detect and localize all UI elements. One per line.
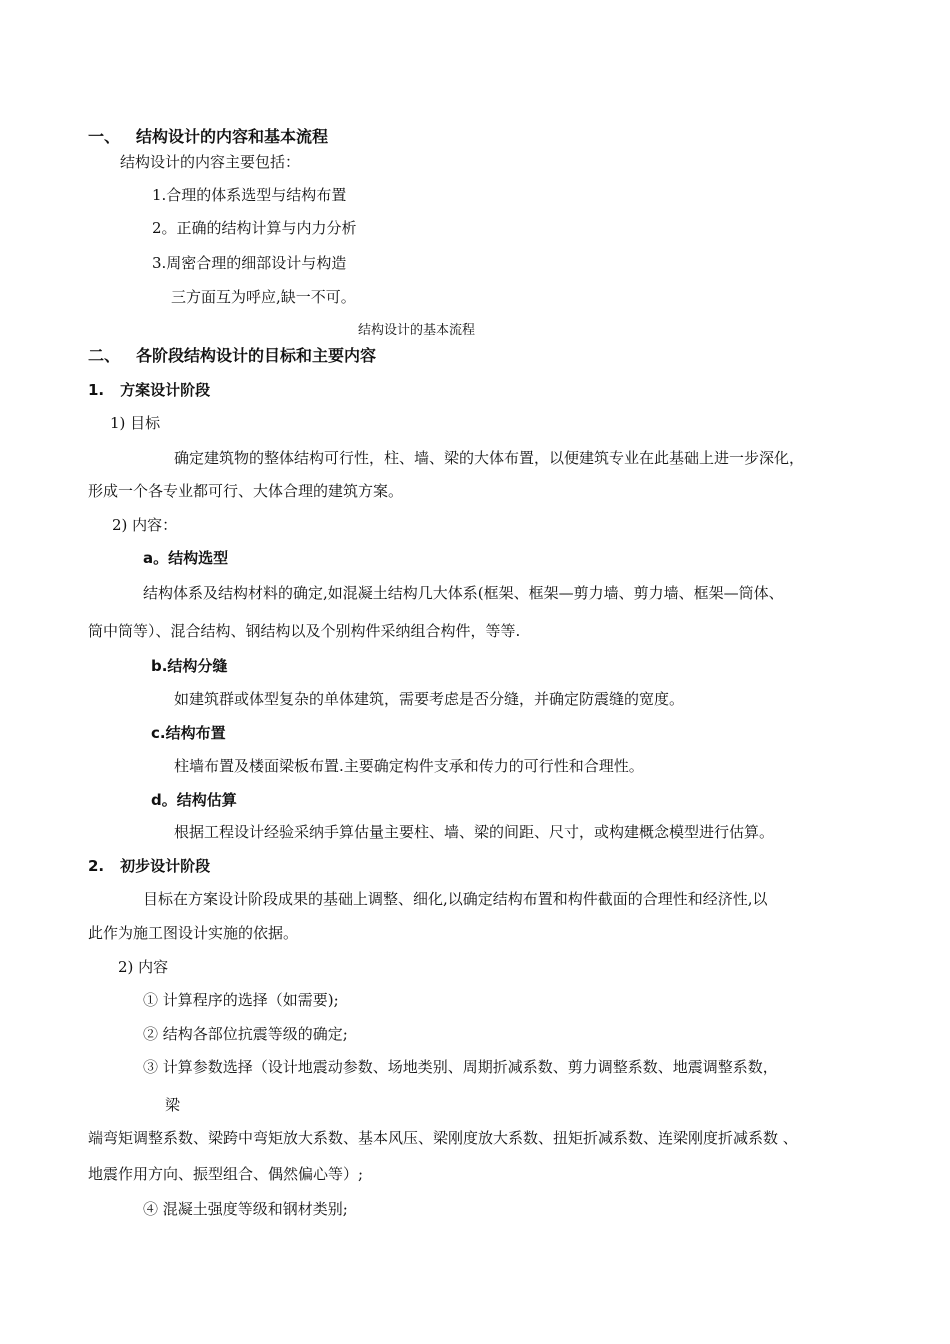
stage1-c-title: c.结构布置 — [151, 724, 226, 742]
section2-title: 各阶段结构设计的目标和主要内容 — [136, 346, 377, 365]
stage1-c-text: 柱墙布置及楼面梁板布置.主要确定构件支承和传力的可行性和合理性。 — [174, 757, 644, 775]
stage1-heading — [88, 380, 210, 400]
stage2-content-label: 2) 内容 — [118, 958, 169, 976]
stage2-item-1: ① 计算程序的选择（如需要); — [143, 991, 339, 1009]
stage1-d-text: 根据工程设计经验采纳手算估量主要柱、墙、梁的间距、尺寸，或构建概念模型进行估算。 — [174, 823, 775, 841]
stage2-goal-line1: 目标在方案设计阶段成果的基础上调整、细化,以确定结构布置和构件截面的合理性和经济性,以 — [143, 890, 768, 908]
flowchart-caption: 结构设计的基本流程 — [358, 323, 476, 338]
stage2-goal-line2: 此作为施工图设计实施的依据。 — [88, 924, 299, 942]
stage1-goal-line1: 确定建筑物的整体结构可行性，柱、墙、梁的大体布置，以便建筑专业在此基础上进一步深化， — [174, 449, 805, 467]
stage2-item-3-line1: ③ 计算参数选择（设计地震动参数、场地类别、周期折减系数、剪力调整系数、地震调整系数， — [143, 1058, 778, 1076]
section2-number: 二、 — [88, 346, 121, 365]
section1-number: 一、 — [88, 127, 121, 146]
stage1-a-line1: 结构体系及结构材料的确定,如混凝土结构几大体系(框架、框架—剪力墙、剪力墙、框架—筒体、 — [143, 584, 784, 602]
section2-heading — [88, 346, 376, 366]
section1-intro: 结构设计的内容主要包括： — [120, 153, 301, 171]
stage1-number: 1. — [88, 381, 105, 399]
stage2-item-4: ④ 混凝土强度等级和钢材类别; — [143, 1200, 348, 1218]
stage2-item-2: ② 结构各部位抗震等级的确定; — [143, 1025, 348, 1043]
stage2-item-3-line2: 梁 — [165, 1096, 181, 1114]
section1-summary: 三方面互为呼应,缺一不可。 — [171, 288, 356, 306]
section1-item-1: 1.合理的体系选型与结构布置 — [152, 186, 347, 204]
stage2-item-3-line4: 地震作用方向、振型组合、偶然偏心等）; — [88, 1165, 364, 1183]
stage1-title: 方案设计阶段 — [120, 381, 211, 399]
stage2-heading — [88, 856, 210, 876]
section1-title: 结构设计的内容和基本流程 — [136, 127, 329, 146]
stage1-b-text: 如建筑群或体型复杂的单体建筑，需要考虑是否分缝，并确定防震缝的宽度。 — [174, 690, 685, 708]
stage1-goal-label: 1) 目标 — [110, 414, 161, 432]
section1-item-3: 3.周密合理的细部设计与构造 — [152, 254, 347, 272]
section1-item-2: 2。正确的结构计算与内力分析 — [152, 219, 357, 237]
section1-heading — [88, 127, 328, 147]
stage1-a-title: a。结构选型 — [143, 549, 229, 567]
stage2-item-3-line3: 端弯矩调整系数、梁跨中弯矩放大系数、基本风压、梁刚度放大系数、扭矩折减系数、连梁刚度折减系数 、 — [88, 1129, 798, 1147]
stage1-b-title: b.结构分缝 — [151, 657, 228, 675]
stage2-title: 初步设计阶段 — [120, 857, 211, 875]
stage1-a-line2: 筒中筒等）、混合结构、钢结构以及个别构件采纳组合构件，等等. — [88, 622, 521, 640]
stage1-d-title: d。结构估算 — [151, 791, 237, 809]
stage1-content-label: 2) 内容： — [112, 516, 178, 534]
stage2-number: 2. — [88, 857, 105, 875]
stage1-goal-line2: 形成一个各专业都可行、大体合理的建筑方案。 — [88, 482, 404, 500]
